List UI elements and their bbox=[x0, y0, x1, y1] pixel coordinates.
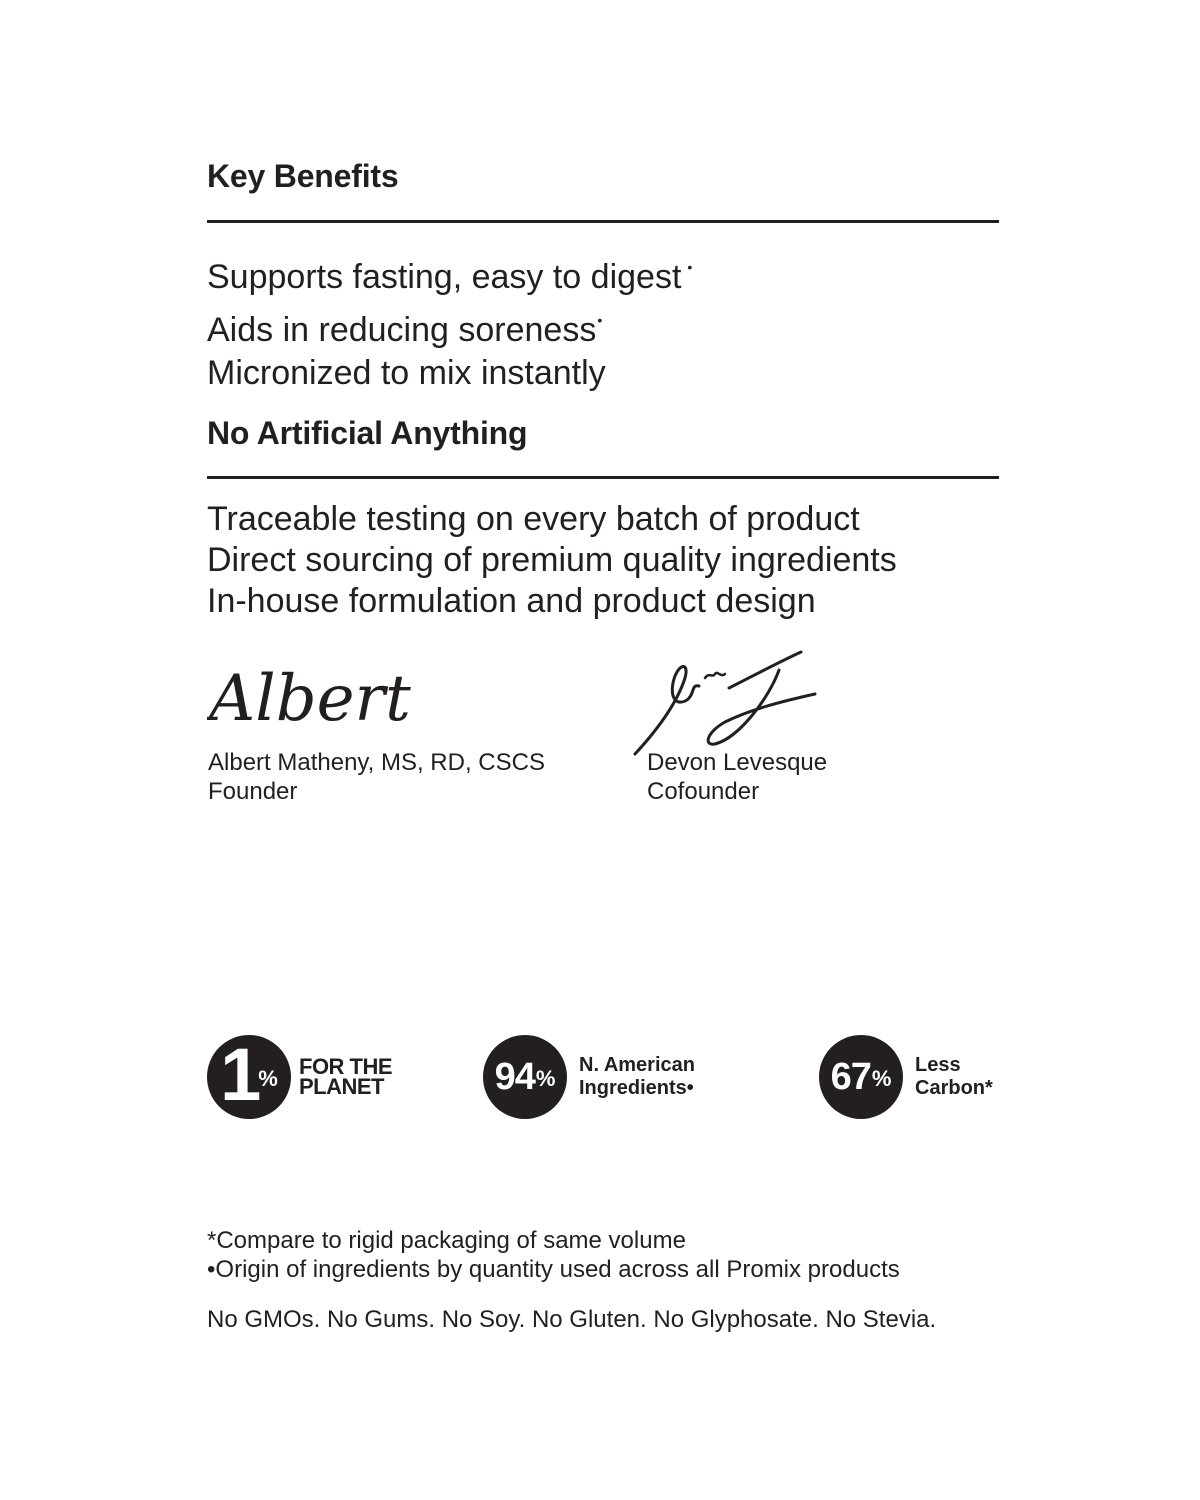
founder-credit bbox=[208, 748, 545, 806]
no-artificial-list bbox=[207, 499, 897, 622]
footnotes bbox=[207, 1226, 900, 1284]
founder-name: Albert Matheny, MS, RD, CSCS bbox=[208, 749, 545, 776]
founder-signature bbox=[207, 660, 432, 735]
free-from-claims: No GMOs. No Gums. No Soy. No Gluten. No Glyphosate. No Stevia. bbox=[207, 1306, 937, 1333]
quality-item: Traceable testing on every batch of product bbox=[207, 500, 860, 538]
footnote-item: •Origin of ingredients by quantity used across all Promix products bbox=[207, 1256, 900, 1283]
cofounder-credit bbox=[647, 748, 827, 806]
founder-role: Founder bbox=[208, 778, 298, 805]
cofounder-name: Devon Levesque bbox=[647, 749, 828, 776]
key-benefits-divider bbox=[207, 220, 999, 223]
quality-item: Direct sourcing of premium quality ingredients bbox=[207, 541, 897, 579]
cofounder-signature bbox=[629, 648, 824, 760]
benefit-item: Micronized to mix instantly bbox=[207, 354, 606, 392]
american-percent-circle: 94 % bbox=[483, 1035, 567, 1119]
benefit-footnote-mark: • bbox=[687, 259, 693, 275]
key-benefits-title: Key Benefits bbox=[207, 158, 399, 194]
american-text: N. American Ingredients• bbox=[579, 1054, 695, 1099]
carbon-text: Less Carbon* bbox=[915, 1054, 993, 1099]
benefit-item: Aids in reducing soreness• bbox=[207, 311, 603, 349]
quality-item: In-house formulation and product design bbox=[207, 582, 816, 620]
no-artificial-divider bbox=[207, 476, 999, 479]
key-benefits-list bbox=[207, 246, 692, 395]
american-ingredients-badge bbox=[483, 1035, 695, 1119]
one-percent-planet-badge bbox=[207, 1035, 392, 1119]
svg-text:Albert: Albert bbox=[209, 662, 411, 735]
benefit-item: Supports fasting, easy to digest • bbox=[207, 258, 693, 296]
benefit-footnote-mark: • bbox=[597, 312, 603, 328]
less-carbon-badge bbox=[819, 1035, 993, 1119]
no-artificial-title: No Artificial Anything bbox=[207, 415, 528, 451]
planet-text: FOR THE PLANET bbox=[299, 1054, 393, 1099]
footnote-item: *Compare to rigid packaging of same volume bbox=[207, 1227, 686, 1254]
one-percent-circle: 1 % bbox=[207, 1035, 291, 1119]
carbon-percent-circle: 67 % bbox=[819, 1035, 903, 1119]
cofounder-role: Cofounder bbox=[647, 778, 760, 805]
